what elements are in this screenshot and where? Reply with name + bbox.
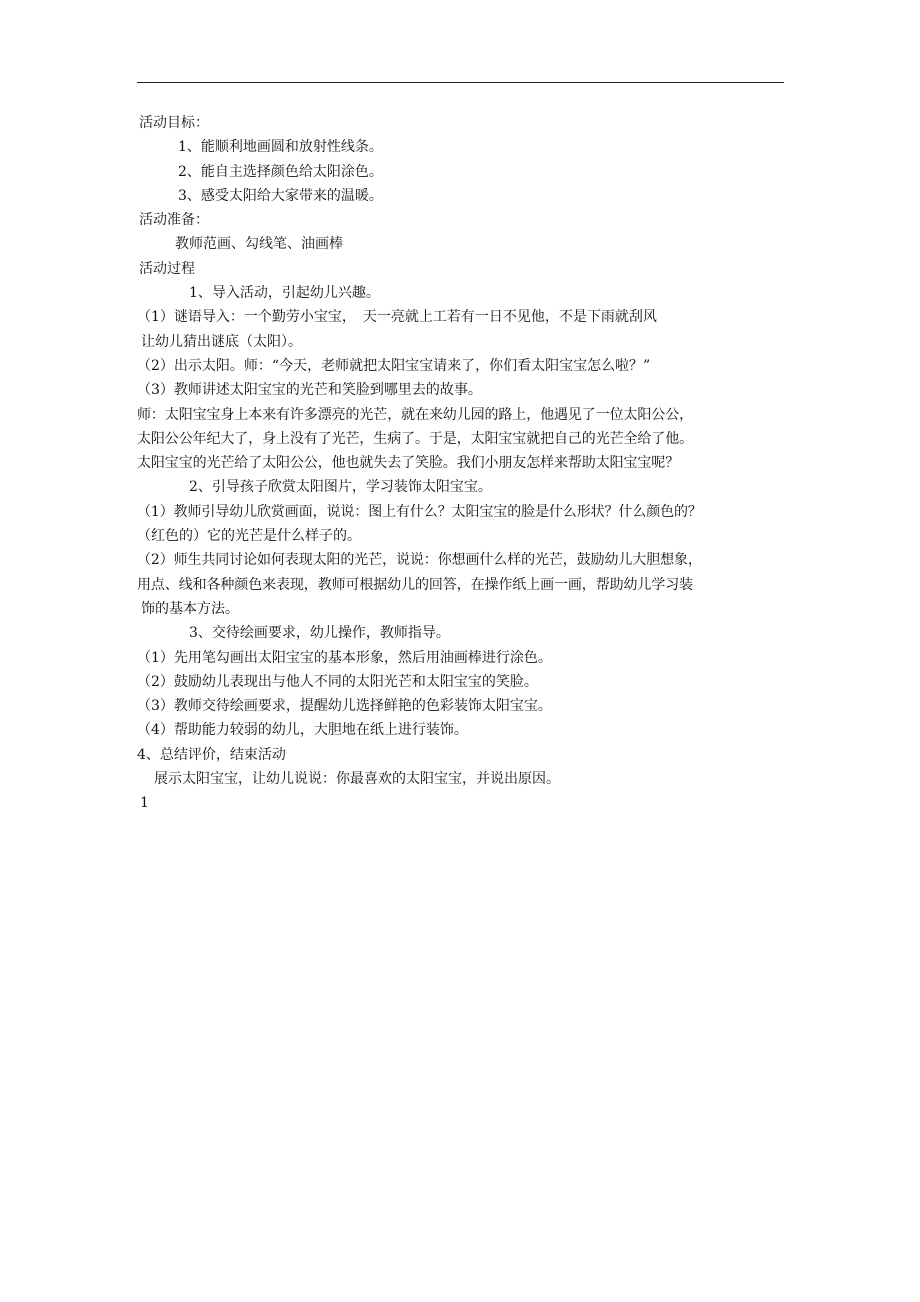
text-line: 4、总结评价，结束活动 [137, 746, 286, 763]
text-line: 展示太阳宝宝，让幼儿说说：你最喜欢的太阳宝宝，并说出原因。 [154, 771, 560, 788]
text-line: 3、感受太阳给大家带来的温暖。 [178, 187, 383, 204]
text-line: （2）鼓励幼儿表现出与他人不同的太阳光芒和太阳宝宝的笑脸。 [137, 673, 538, 690]
document-body [0, 111, 920, 816]
text-line: 师：太阳宝宝身上本来有许多漂亮的光芒，就在来幼儿园的路上，他遇见了一位太阳公公， [137, 406, 693, 423]
text-line: 让幼儿猜出谜底（太阳）。 [141, 333, 302, 350]
header-rule [137, 82, 784, 83]
text-line: （1）先用笔勾画出太阳宝宝的基本形象，然后用油画棒进行涂色。 [137, 649, 552, 666]
text-line: （2）出示太阳。师：“今天，老师就把太阳宝宝请来了，你们看太阳宝宝怎么啦？” [137, 357, 651, 374]
text-line: 1、导入活动，引起幼儿兴趣。 [189, 285, 380, 302]
text-line: （3）教师交待绘画要求，提醒幼儿选择鲜艳的色彩装饰太阳宝宝。 [137, 698, 552, 715]
text-line: 太阳公公年纪大了，身上没有了光芒，生病了。于是，太阳宝宝就把自己的光芒全给了他。 [137, 430, 693, 447]
text-line: 1、能顺利地画圆和放射性线条。 [178, 139, 383, 156]
text-line: 太阳宝宝的光芒给了太阳公公，他也就失去了笑脸。我们小朋友怎样来帮助太阳宝宝呢？ [137, 455, 680, 472]
text-line: （1）教师引导幼儿欣赏画面，说说：图上有什么？太阳宝宝的脸是什么形状？什么颜色的？ [137, 503, 702, 520]
text-line: （红色的）它的光芒是什么样子的。 [137, 528, 361, 545]
text-line: 3、交待绘画要求，幼儿操作，教师指导。 [189, 625, 450, 642]
text-line: （4）帮助能力较弱的幼儿，大胆地在纸上进行装饰。 [137, 722, 468, 739]
text-line: （2）师生共同讨论如何表现太阳的光芒，说说：你想画什么样的光芒，鼓励幼儿大胆想象， [137, 552, 702, 569]
text-line: 1 [140, 795, 149, 812]
text-line: （3）教师讲述太阳宝宝的光芒和笑脸到哪里去的故事。 [137, 382, 482, 399]
text-line: （1）谜语导入：一个勤劳小宝宝， 天一亮就上工若有一日不见他，不是下雨就刮风 [137, 309, 657, 326]
text-line: 活动过程 [139, 260, 195, 277]
text-line: 饰的基本方法。 [141, 600, 239, 617]
text-line: 2、能自主选择颜色给太阳涂色。 [178, 163, 383, 180]
text-line: 用点、线和各种颜色来表现，教师可根据幼儿的回答，在操作纸上画一画，帮助幼儿学习装 [137, 576, 693, 593]
text-line: 活动准备： [139, 212, 209, 229]
text-line: 活动目标： [139, 115, 209, 131]
text-line: 教师范画、勾线笔、油画棒 [175, 236, 343, 253]
text-line: 2、引导孩子欣赏太阳图片，学习装饰太阳宝宝。 [189, 479, 492, 496]
